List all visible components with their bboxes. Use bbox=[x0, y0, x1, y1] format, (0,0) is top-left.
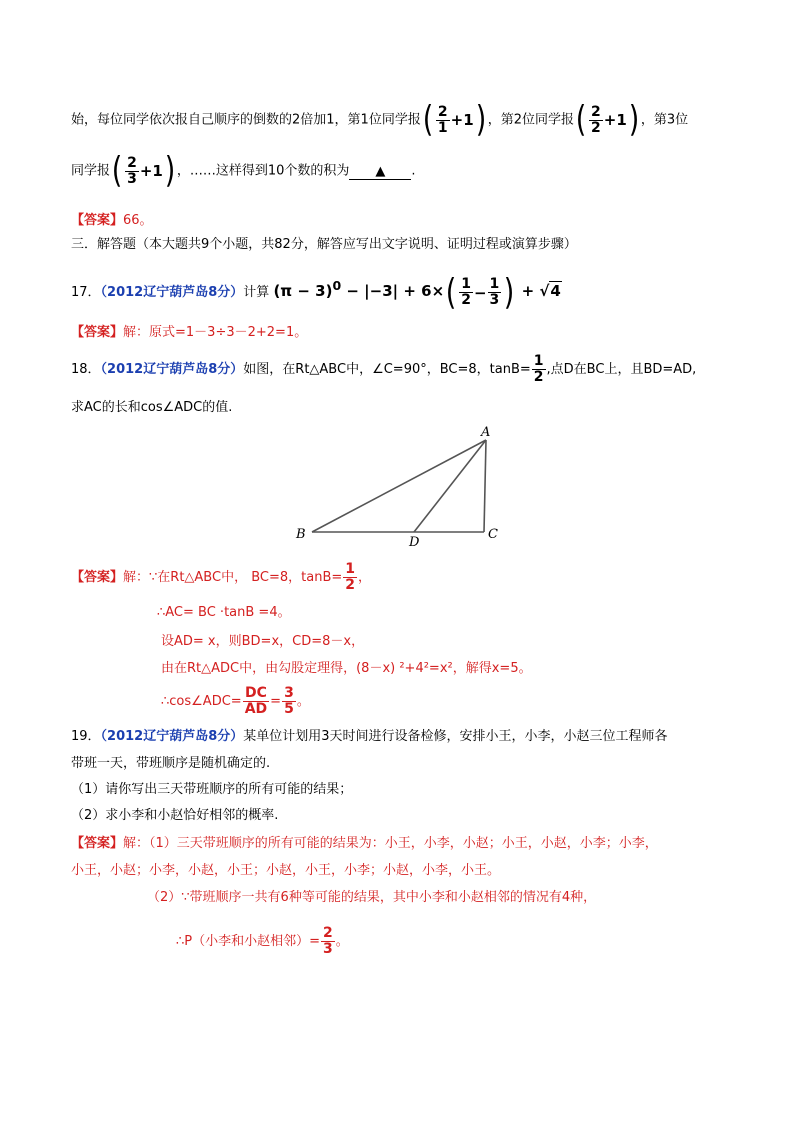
segment-ab bbox=[312, 440, 486, 532]
fraction bbox=[243, 686, 269, 717]
fraction bbox=[589, 105, 603, 136]
fraction bbox=[488, 277, 502, 308]
q18-answer-line3: 设AD= x，则BD=x，CD=8－x， bbox=[161, 634, 365, 649]
denominator: 2 bbox=[533, 369, 544, 385]
equals-sign: = bbox=[270, 694, 282, 709]
answer-tag: 【答案】 bbox=[71, 325, 124, 340]
q18-answer-line5 bbox=[161, 684, 310, 720]
answer-text: ， bbox=[358, 570, 372, 585]
numerator: 2 bbox=[127, 154, 137, 171]
question-number: 19． bbox=[71, 729, 101, 744]
left-paren: ( bbox=[422, 99, 434, 140]
expr-abs: − |−3| + 6× bbox=[341, 282, 445, 300]
plus-one: +1 bbox=[450, 111, 474, 129]
answer-text: 解：原式=1－3÷3－2+2=1。 bbox=[123, 325, 308, 340]
answer-text: 66。 bbox=[123, 213, 153, 228]
section-heading: 三．解答题（本大题共9个小题，共82分，解答应写出文字说明、证明过程或演算步骤） bbox=[71, 237, 577, 252]
math-expression bbox=[273, 278, 445, 300]
answer-text: ∴P（小李和小赵相邻）= bbox=[176, 934, 321, 949]
right-paren: ) bbox=[504, 271, 515, 313]
label-c: C bbox=[488, 527, 498, 542]
expr-pi-minus-3: (π − 3) bbox=[273, 282, 333, 300]
q18-line2: 求AC的长和cos∠ADC的值. bbox=[71, 400, 233, 415]
numerator: 2 bbox=[323, 925, 333, 941]
fraction bbox=[436, 105, 450, 136]
denominator: 3 bbox=[127, 170, 137, 187]
answer-text: 。 bbox=[335, 934, 349, 949]
denominator: 1 bbox=[437, 119, 448, 136]
label-a: A bbox=[481, 425, 491, 440]
answer-tag: 【答案】 bbox=[71, 836, 124, 851]
fraction bbox=[343, 562, 357, 593]
q16-line2 bbox=[71, 150, 416, 191]
denominator: 2 bbox=[345, 577, 356, 593]
q16-answer bbox=[71, 211, 153, 231]
right-paren: ) bbox=[628, 99, 640, 140]
question-source: （2012辽宁葫芦岛8分） bbox=[100, 362, 244, 377]
triangle-figure bbox=[290, 422, 510, 552]
label-b: B bbox=[296, 527, 306, 542]
q19-answer-line1 bbox=[71, 834, 658, 854]
answer-blank bbox=[349, 165, 411, 180]
question-source: （2012辽宁葫芦岛8分） bbox=[100, 729, 244, 744]
fraction bbox=[459, 277, 473, 308]
answer-text: ∴cos∠ADC= bbox=[161, 694, 242, 709]
numerator: 2 bbox=[591, 103, 601, 120]
period: . bbox=[411, 163, 416, 179]
triangle-mark: ▲ bbox=[375, 163, 386, 179]
denominator: 3 bbox=[489, 292, 500, 308]
q19-answer-line4 bbox=[176, 924, 349, 960]
answer-text: 解：∵在Rt△ABC中， BC=8，tanB= bbox=[123, 570, 343, 585]
q16-sep2: ，第3位 bbox=[640, 112, 689, 128]
denominator: AD bbox=[244, 701, 268, 717]
q18-answer-line2: ∴AC= BC ·tanB =4。 bbox=[157, 605, 291, 620]
fraction bbox=[282, 686, 296, 717]
numerator: 1 bbox=[533, 353, 544, 369]
q17-line bbox=[71, 268, 562, 311]
q18-answer-line1 bbox=[71, 560, 371, 596]
q19-text-a: 某单位计划用3天时间进行设备检修，安排小王，小李，小赵三位工程师各 bbox=[243, 729, 668, 744]
q18-text-b: ,点D在BC上，且BD=AD, bbox=[546, 362, 697, 377]
radicand: 4 bbox=[550, 282, 561, 300]
denominator: 3 bbox=[323, 941, 333, 957]
q19-sub1: （1）请你写出三天带班顺序的所有可能的结果； bbox=[71, 782, 353, 797]
q18-answer-line4: 由在Rt△ADC中，由勾股定理得，(8－x) ²+4²=x²，解得x=5。 bbox=[161, 661, 532, 676]
numerator: 2 bbox=[437, 103, 448, 120]
q17-answer bbox=[71, 323, 307, 343]
sqrt-symbol: √ bbox=[539, 282, 550, 300]
plus-one: +1 bbox=[603, 111, 627, 129]
q18-line1 bbox=[71, 352, 696, 388]
denominator: 2 bbox=[461, 292, 471, 308]
q19-sub2: （2）求小李和小赵恰好相邻的概率. bbox=[71, 808, 279, 823]
segment-ac bbox=[484, 440, 486, 532]
numerator: 1 bbox=[461, 276, 471, 292]
q19-answer-line2: 小王，小赵；小李，小赵，小王；小赵，小王，小李；小赵，小李，小王。 bbox=[71, 863, 501, 878]
numerator: DC bbox=[243, 686, 269, 702]
exponent: 0 bbox=[332, 278, 342, 293]
q19-line2: 带班一天，带班顺序是随机确定的. bbox=[71, 756, 271, 771]
plus-one: +1 bbox=[139, 162, 163, 180]
right-paren: ) bbox=[164, 150, 176, 191]
q16-line1 bbox=[71, 99, 689, 140]
right-paren: ) bbox=[475, 99, 486, 140]
left-paren: ( bbox=[575, 99, 587, 140]
answer-text: 。 bbox=[296, 694, 310, 709]
sqrt-expression bbox=[539, 281, 561, 300]
fraction bbox=[321, 926, 335, 957]
fraction bbox=[532, 354, 546, 385]
q19-line1 bbox=[71, 727, 668, 747]
q16-line2-suffix: ，……这样得到10个数的积为 bbox=[176, 163, 350, 179]
q19-answer-line3: （2）∵带班顺序一共有6种等可能的结果，其中小李和小赵相邻的情况有4种， bbox=[147, 890, 597, 905]
answer-text: 解：（1）三天带班顺序的所有可能的结果为：小王，小李，小赵；小王，小赵，小李；小李， bbox=[123, 836, 658, 851]
q16-sep1: ，第2位同学报 bbox=[487, 112, 574, 128]
q18-text-a: 如图，在Rt△ABC中，∠C=90°，BC=8，tanB= bbox=[243, 362, 531, 377]
numerator: 1 bbox=[489, 276, 500, 292]
answer-tag: 【答案】 bbox=[71, 213, 124, 228]
denominator: 2 bbox=[591, 119, 601, 136]
plus-sign: + bbox=[516, 282, 540, 300]
numerator: 3 bbox=[284, 685, 294, 701]
q16-text: 始，每位同学依次报自己顺序的倒数的2倍加1，第1位同学报 bbox=[71, 112, 421, 128]
minus-sign: − bbox=[473, 283, 487, 302]
answer-tag: 【答案】 bbox=[71, 570, 124, 585]
label-d: D bbox=[409, 535, 420, 550]
fraction bbox=[125, 156, 139, 187]
question-number: 17． bbox=[71, 285, 101, 300]
q16-line2-prefix: 同学报 bbox=[71, 163, 111, 179]
left-paren: ( bbox=[111, 150, 123, 191]
denominator: 5 bbox=[284, 701, 294, 717]
question-number: 18． bbox=[71, 362, 101, 377]
question-prompt: 计算 bbox=[243, 285, 270, 300]
segment-ad bbox=[414, 440, 486, 532]
left-paren: ( bbox=[445, 271, 457, 313]
question-source: （2012辽宁葫芦岛8分） bbox=[100, 285, 244, 300]
numerator: 1 bbox=[345, 561, 356, 577]
